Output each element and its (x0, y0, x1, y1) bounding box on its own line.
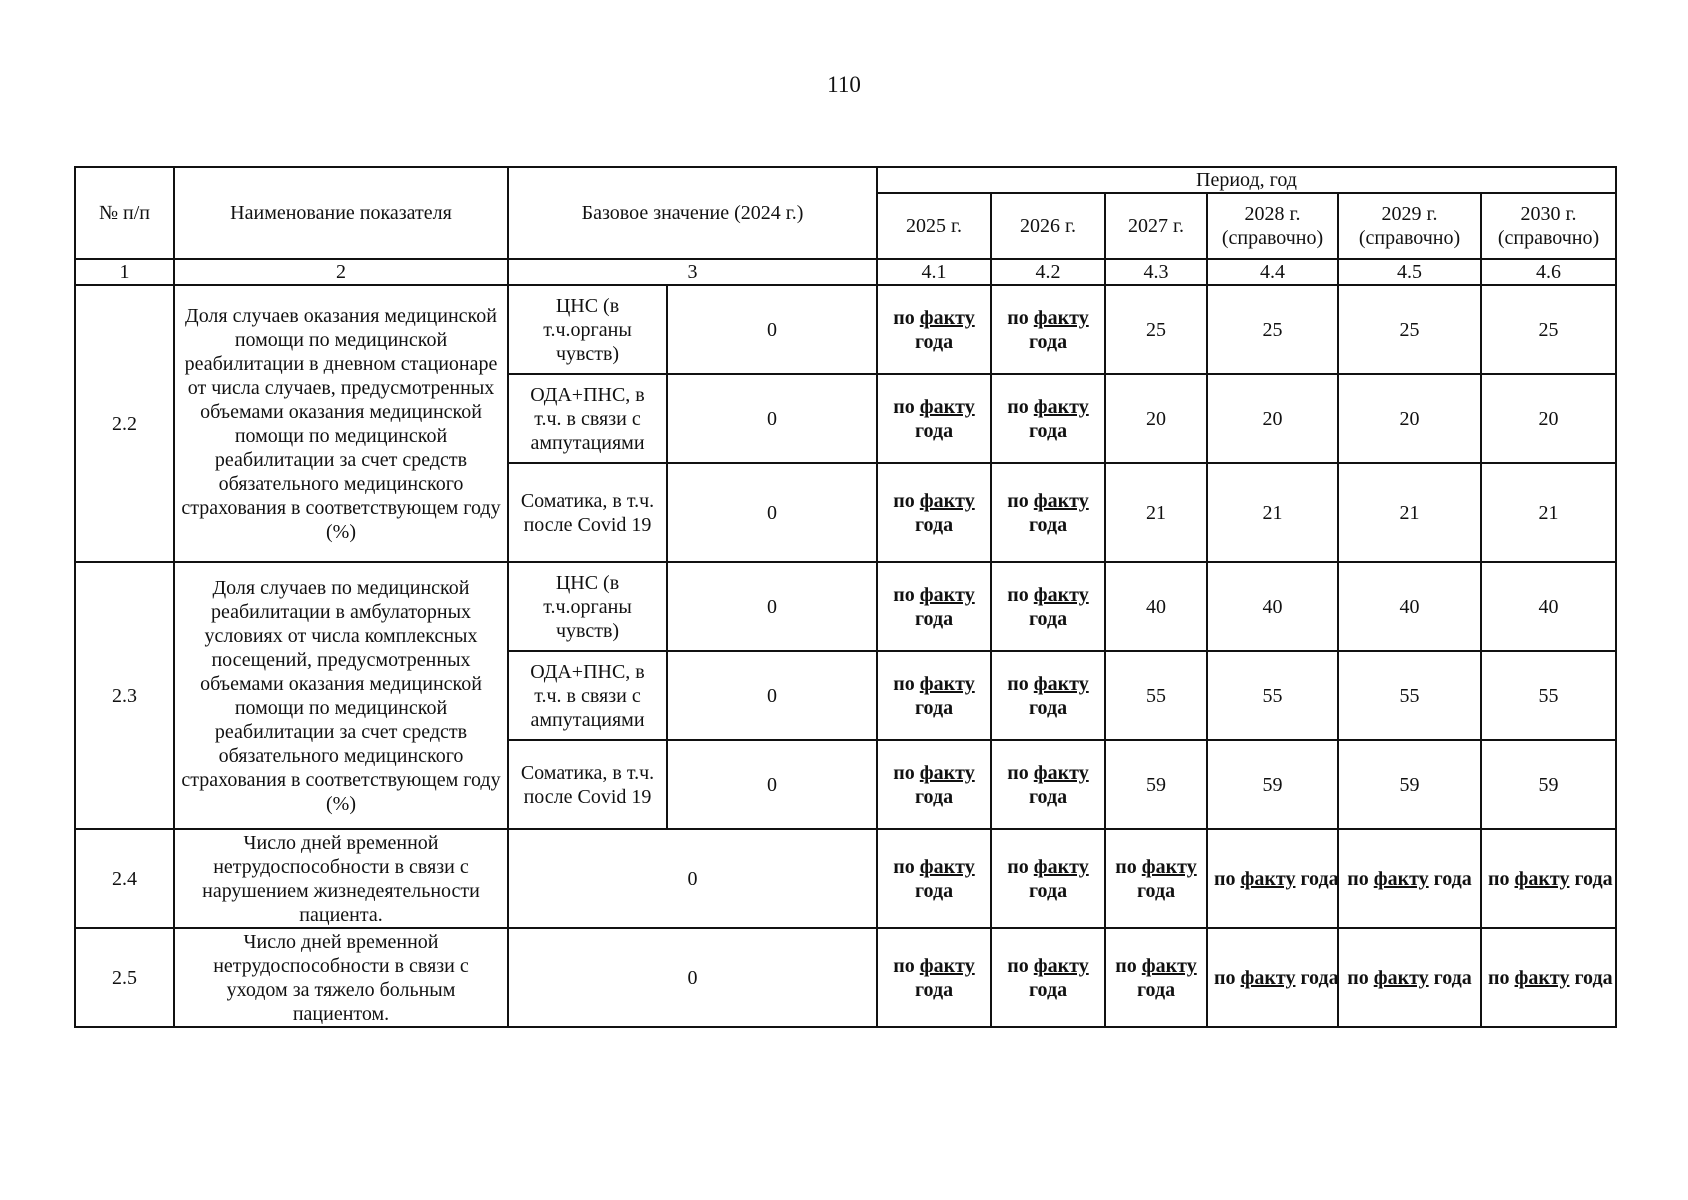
pf-cell (877, 829, 991, 928)
pf-prefix: по (1214, 966, 1236, 989)
pf-suffix: года (1574, 966, 1613, 989)
colnum: 4.5 (1338, 259, 1481, 285)
header-year-2027: 2027 г. (1105, 193, 1207, 259)
row-index: 2.3 (75, 562, 174, 829)
column-number-row (75, 259, 1616, 285)
table-row (75, 928, 1616, 1027)
pf-suffix: года (914, 513, 954, 536)
header-name: Наименование показателя (174, 167, 508, 259)
pf-word: факту (1141, 954, 1197, 977)
page-number: 110 (827, 72, 861, 97)
header-num: № п/п (75, 167, 174, 259)
header-period: Период, год (877, 167, 1616, 193)
pf-word: факту (1373, 966, 1429, 989)
pf-suffix: года (1028, 513, 1068, 536)
pf-word: факту (919, 583, 975, 606)
table-row (75, 285, 1616, 374)
pf-suffix: года (1136, 879, 1176, 902)
pf-suffix: года (914, 696, 954, 719)
header-year-2030: 2030 г. (справочно) (1481, 193, 1616, 259)
base-value: 0 (667, 285, 877, 374)
value-2028: 40 (1207, 562, 1338, 651)
value-2030: 55 (1481, 651, 1616, 740)
base-value: 0 (667, 463, 877, 562)
pf-cell (1105, 928, 1207, 1027)
pf-suffix: года (1028, 330, 1068, 353)
row-index: 2.4 (75, 829, 174, 928)
pf-word: факту (919, 761, 975, 784)
pf-prefix: по (1007, 855, 1029, 878)
pf-word: факту (1033, 672, 1089, 695)
value-2029: 25 (1338, 285, 1481, 374)
base-value: 0 (667, 651, 877, 740)
colnum: 4.4 (1207, 259, 1338, 285)
pf-prefix: по (1007, 395, 1029, 418)
value-2028: 59 (1207, 740, 1338, 829)
pf-word: факту (1514, 867, 1570, 890)
indicator-name: Число дней временной нетрудоспособности в связи с нарушением жизнедеятельности пациента. (174, 829, 508, 928)
pf-word: факту (919, 672, 975, 695)
value-2030: 40 (1481, 562, 1616, 651)
indicator-name: Доля случаев оказания медицинской помощи по медицинской реабилитации в дневном стационаре от числа случаев, предусмотренных объемами оказания медицинской помощи по медицинской реабилитации за счет средств обязательного медицинского страхования в соответствующем году (%) (174, 285, 508, 562)
pf-prefix: по (893, 761, 915, 784)
indicator-name: Доля случаев по медицинской реабилитации в амбулаторных условиях от числа комплексных посещений, предусмотренных объемами оказания медицинской помощи по медицинской реабилитации за счет средств обязательного медицинского страхования в соответствующем году (%) (174, 562, 508, 829)
value-2028: 20 (1207, 374, 1338, 463)
sub-label: ЦНС (в т.ч.органы чувств) (508, 562, 667, 651)
value-2029: 55 (1338, 651, 1481, 740)
pf-suffix: года (1028, 978, 1068, 1001)
colnum: 4.6 (1481, 259, 1616, 285)
pf-cell (1481, 829, 1616, 928)
pf-word: факту (1033, 395, 1089, 418)
value-2027: 40 (1105, 562, 1207, 651)
pf-cell (991, 374, 1105, 463)
value-2028: 25 (1207, 285, 1338, 374)
value-2030: 25 (1481, 285, 1616, 374)
row-index: 2.2 (75, 285, 174, 562)
pf-suffix: года (1028, 785, 1068, 808)
pf-prefix: по (893, 672, 915, 695)
colnum: 4.1 (877, 259, 991, 285)
pf-cell (1338, 928, 1481, 1027)
pf-prefix: по (893, 489, 915, 512)
pf-prefix: по (1115, 855, 1137, 878)
pf-prefix: по (1007, 672, 1029, 695)
pf-suffix: года (1433, 966, 1472, 989)
pf-suffix: года (1300, 966, 1339, 989)
colnum: 3 (508, 259, 877, 285)
pf-word: факту (1240, 867, 1296, 890)
header-year-2028: 2028 г. (справочно) (1207, 193, 1338, 259)
pf-word: факту (1033, 306, 1089, 329)
value-2029: 20 (1338, 374, 1481, 463)
pf-word: факту (1033, 954, 1089, 977)
pf-suffix: года (1300, 867, 1339, 890)
pf-cell (991, 562, 1105, 651)
pf-word: факту (1033, 583, 1089, 606)
pf-prefix: по (893, 306, 915, 329)
table-row (75, 562, 1616, 651)
pf-cell (991, 740, 1105, 829)
pf-suffix: года (914, 785, 954, 808)
pf-suffix: года (914, 330, 954, 353)
value-2027: 55 (1105, 651, 1207, 740)
pf-cell (991, 651, 1105, 740)
pf-prefix: по (1488, 966, 1510, 989)
pf-prefix: по (893, 395, 915, 418)
pf-prefix: по (1007, 306, 1029, 329)
value-2029: 59 (1338, 740, 1481, 829)
value-2030: 20 (1481, 374, 1616, 463)
value-2030: 59 (1481, 740, 1616, 829)
row-index: 2.5 (75, 928, 174, 1027)
pf-suffix: года (914, 419, 954, 442)
colnum: 2 (174, 259, 508, 285)
value-2028: 55 (1207, 651, 1338, 740)
pf-prefix: по (893, 954, 915, 977)
indicator-name: Число дней временной нетрудоспособности в связи с уходом за тяжело больным пациентом. (174, 928, 508, 1027)
pf-cell (1207, 928, 1338, 1027)
base-value: 0 (667, 374, 877, 463)
pf-cell (1207, 829, 1338, 928)
base-value: 0 (667, 562, 877, 651)
header-base: Базовое значение (2024 г.) (508, 167, 877, 259)
pf-prefix: по (893, 583, 915, 606)
sub-label: ОДА+ПНС, в т.ч. в связи с ампутациями (508, 651, 667, 740)
pf-cell (1105, 829, 1207, 928)
value-2029: 40 (1338, 562, 1481, 651)
pf-prefix: по (1214, 867, 1236, 890)
header-year-2029: 2029 г. (справочно) (1338, 193, 1481, 259)
value-2029: 21 (1338, 463, 1481, 562)
pf-suffix: года (1136, 978, 1176, 1001)
pf-prefix: по (1007, 489, 1029, 512)
pf-prefix: по (1007, 954, 1029, 977)
pf-word: факту (1141, 855, 1197, 878)
pf-word: факту (919, 855, 975, 878)
pf-suffix: года (914, 978, 954, 1001)
indicators-table (74, 166, 1617, 1028)
pf-cell (877, 562, 991, 651)
pf-cell (1338, 829, 1481, 928)
pf-cell (991, 463, 1105, 562)
pf-word: факту (919, 489, 975, 512)
pf-cell (877, 651, 991, 740)
pf-word: факту (1514, 966, 1570, 989)
sub-label: Соматика, в т.ч. после Covid 19 (508, 463, 667, 562)
pf-word: факту (919, 395, 975, 418)
pf-prefix: по (1007, 761, 1029, 784)
sub-label: ОДА+ПНС, в т.ч. в связи с ампутациями (508, 374, 667, 463)
pf-word: факту (919, 954, 975, 977)
pf-cell (877, 463, 991, 562)
pf-word: факту (1033, 489, 1089, 512)
colnum: 4.2 (991, 259, 1105, 285)
pf-cell (877, 374, 991, 463)
pf-cell (991, 928, 1105, 1027)
pf-prefix: по (1347, 966, 1369, 989)
pf-suffix: года (1433, 867, 1472, 890)
pf-word: факту (1240, 966, 1296, 989)
value-2030: 21 (1481, 463, 1616, 562)
pf-cell (877, 928, 991, 1027)
pf-cell (991, 829, 1105, 928)
pf-suffix: года (914, 879, 954, 902)
base-value: 0 (667, 740, 877, 829)
value-2027: 25 (1105, 285, 1207, 374)
pf-cell (877, 740, 991, 829)
pf-cell (991, 285, 1105, 374)
pf-suffix: года (914, 607, 954, 630)
base-value: 0 (508, 928, 877, 1027)
value-2027: 21 (1105, 463, 1207, 562)
pf-prefix: по (1007, 583, 1029, 606)
pf-word: факту (1033, 855, 1089, 878)
base-value: 0 (508, 829, 877, 928)
header-year-2026: 2026 г. (991, 193, 1105, 259)
pf-prefix: по (893, 855, 915, 878)
colnum: 4.3 (1105, 259, 1207, 285)
sub-label: ЦНС (в т.ч.органы чувств) (508, 285, 667, 374)
pf-prefix: по (1347, 867, 1369, 890)
header-year-2025: 2025 г. (877, 193, 991, 259)
table-row (75, 829, 1616, 928)
pf-word: факту (919, 306, 975, 329)
pf-cell (877, 285, 991, 374)
colnum: 1 (75, 259, 174, 285)
value-2028: 21 (1207, 463, 1338, 562)
pf-cell (1481, 928, 1616, 1027)
pf-prefix: по (1488, 867, 1510, 890)
pf-word: факту (1373, 867, 1429, 890)
sub-label: Соматика, в т.ч. после Covid 19 (508, 740, 667, 829)
pf-suffix: года (1028, 696, 1068, 719)
pf-prefix: по (1115, 954, 1137, 977)
value-2027: 59 (1105, 740, 1207, 829)
pf-word: факту (1033, 761, 1089, 784)
pf-suffix: года (1028, 419, 1068, 442)
header-row-1 (75, 167, 1616, 193)
pf-suffix: года (1574, 867, 1613, 890)
pf-suffix: года (1028, 879, 1068, 902)
value-2027: 20 (1105, 374, 1207, 463)
pf-suffix: года (1028, 607, 1068, 630)
